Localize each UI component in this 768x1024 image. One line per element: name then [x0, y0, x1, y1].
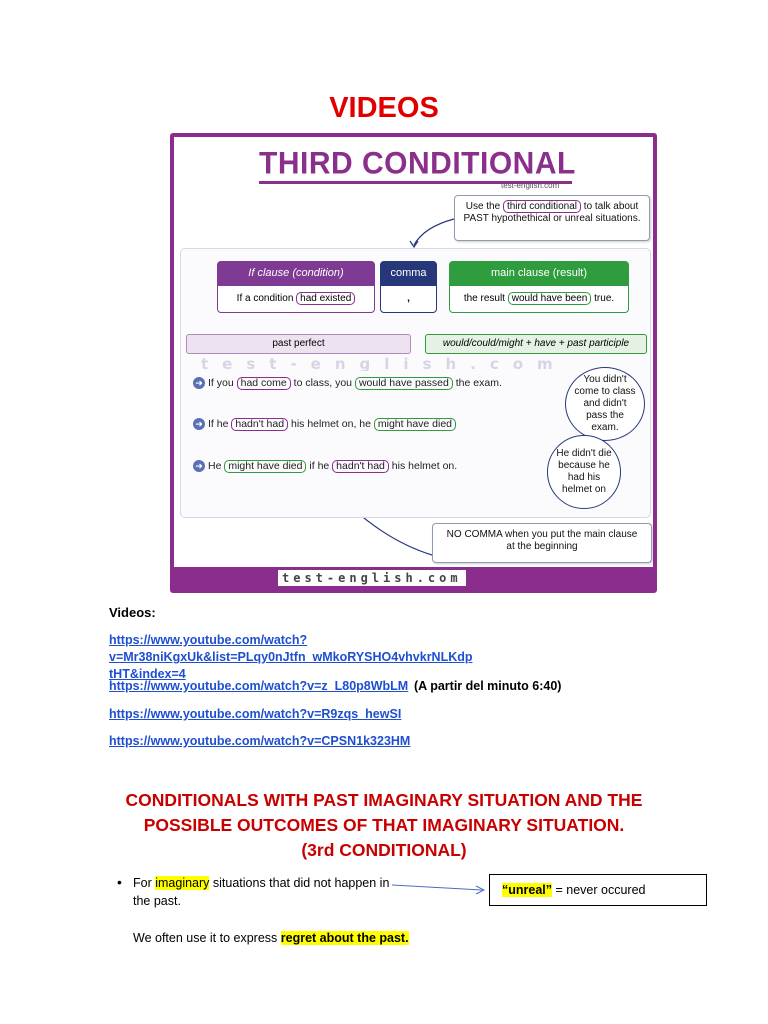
video-link-url: https://www.youtube.com/watch?v=Mr38niKgxUk&list=PLqy0nJtfn_wMkoRYSHO4vhvkrNLKdp [109, 633, 473, 664]
example-pill: might have died [224, 460, 306, 473]
example-pill: hadn't had [332, 460, 389, 473]
highlight-regret: regret about the past. [280, 931, 409, 945]
main-clause-header: main clause (result) [449, 261, 629, 285]
arrow-right-icon: ➜ [193, 460, 205, 472]
example-text: his helmet on, he [288, 418, 374, 430]
video-link[interactable] [109, 678, 408, 695]
if-body-pill: had existed [296, 292, 355, 305]
video-link-url: https://www.youtube.com/watch?v=R9zqs_hewSI [109, 707, 402, 721]
infographic-title: THIRD CONDITIONAL [259, 146, 576, 181]
explanation-bubble: You didn't come to class and didn't pass the exam. [565, 367, 645, 441]
bullet-text-before: For [133, 876, 156, 890]
unreal-rest: = never occured [552, 883, 646, 897]
arrow-connector [392, 881, 488, 895]
explanation-bubble: He didn't die because he had his helmet on [547, 435, 621, 509]
heading-line: CONDITIONALS WITH PAST IMAGINARY SITUATION AND THE [125, 790, 643, 810]
past-perfect-bar: past perfect [186, 334, 411, 354]
video-link[interactable] [109, 706, 401, 723]
unreal-quote: “unreal” [502, 883, 553, 897]
main-body-before: the result [463, 293, 508, 304]
example-text: to class, you [290, 377, 355, 389]
main-body-after: true. [591, 293, 615, 304]
video-link-url-cont: tHT&index=4 [109, 667, 186, 681]
if-clause-body [217, 285, 375, 313]
brand-logo-small: test-english.com [501, 181, 560, 190]
example-text: if he [306, 460, 333, 472]
modal-bar: would/could/might + have + past participle [425, 334, 647, 354]
example-row [193, 460, 457, 473]
note-bottom: NO COMMA when you put the main clause at the beginning [432, 523, 652, 563]
highlight-imaginary: imaginary [155, 876, 210, 890]
infographic-panel [180, 248, 651, 518]
video-link-url: https://www.youtube.com/watch?v=z_L80p8WbLM [109, 679, 409, 693]
arrow-right-icon: ➜ [193, 418, 205, 430]
note-top-before: Use the [465, 201, 503, 212]
example-text: the exam. [452, 377, 502, 389]
example-row [193, 418, 456, 431]
note-top-pill: third conditional [503, 200, 581, 213]
comma-header: comma [380, 261, 437, 285]
infographic-footer [174, 567, 653, 589]
example-row [193, 377, 502, 390]
if-body-before: If a condition [236, 293, 297, 304]
example-pill: hadn't had [231, 418, 288, 431]
bullet-text-after: situations that did not happen in the past. [133, 876, 390, 908]
section-heading [0, 788, 768, 863]
note-top-after: to talk about PAST hypothethical or unreal situations. [463, 201, 641, 224]
example-pill: had come [237, 377, 291, 390]
bullet-point: • [117, 874, 122, 890]
footer-logo: test-english.com [278, 570, 466, 586]
example-text: his helmet on. [388, 460, 458, 472]
page-title: VIDEOS [329, 92, 439, 124]
if-clause-header: If clause (condition) [217, 261, 375, 285]
video-link[interactable] [109, 733, 410, 750]
video-link[interactable] [109, 632, 669, 683]
comma-body: , [380, 285, 437, 313]
arrow-right-icon: ➜ [193, 377, 205, 389]
heading-line: POSSIBLE OUTCOMES OF THAT IMAGINARY SITUATION. [143, 815, 625, 835]
heading-line: (3rd CONDITIONAL) [301, 840, 467, 860]
regret-text [133, 929, 409, 947]
example-text: If he [208, 418, 232, 430]
videos-label: Videos: [109, 605, 156, 620]
main-clause-body [449, 285, 629, 313]
example-text: He [208, 460, 225, 472]
watermark: test-english.com [201, 355, 567, 371]
bullet-text [133, 874, 398, 910]
example-pill: would have passed [355, 377, 453, 390]
example-pill: might have died [374, 418, 456, 431]
video-link-note: (A partir del minuto 6:40) [414, 679, 562, 693]
main-body-pill: would have been [508, 292, 592, 305]
third-conditional-infographic [170, 133, 657, 593]
regret-before: We often use it to express [133, 931, 281, 945]
video-link-url: https://www.youtube.com/watch?v=CPSN1k323HM [109, 734, 411, 748]
unreal-definition-box [489, 874, 707, 906]
example-text: If you [208, 377, 237, 389]
